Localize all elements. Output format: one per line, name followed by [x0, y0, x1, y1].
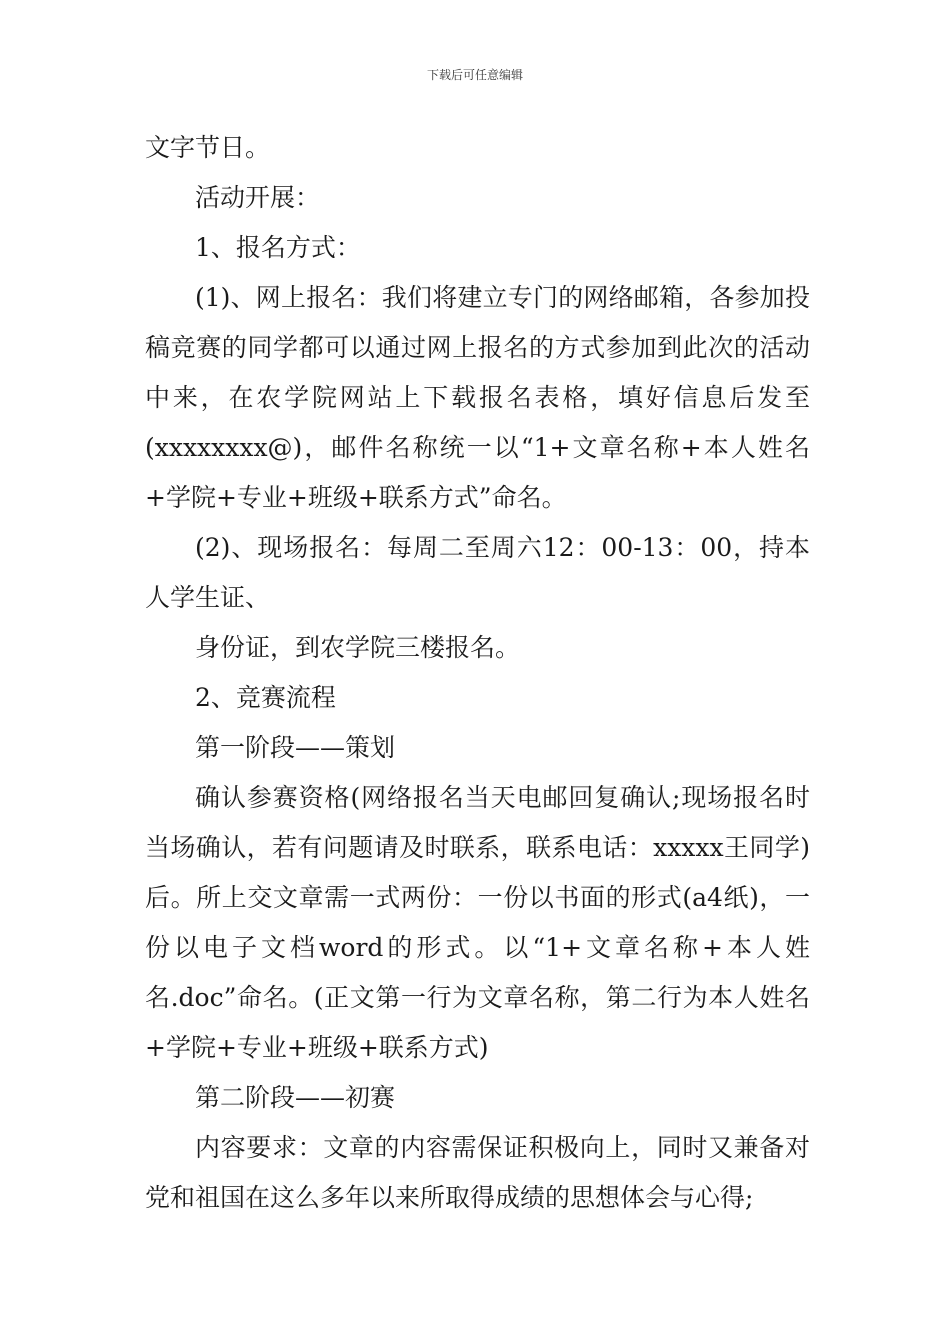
- paragraph: 活动开展：: [195, 183, 321, 212]
- paragraph: 2、竞赛流程: [195, 683, 336, 712]
- paragraph: 文字节日。: [145, 133, 271, 162]
- paragraph: 第一阶段——策划: [195, 733, 396, 762]
- paragraph: (2)、现场报名：每周二至周六12：00-13：00，持本人学生证、: [145, 533, 810, 612]
- paragraph: 身份证，到农学院三楼报名。: [195, 633, 521, 662]
- paragraph: 确认参赛资格(网络报名当天电邮回复确认;现场报名时当场确认，若有问题请及时联系，联系电话：xxxxx王同学)后。所上交文章需一式两份：一份以书面的形式(a4纸)，一份以电子文档word的形式。以“1+文章名称+本人姓名.doc”命名。(正文第一行为文章名称，第二行为本人姓名+学院+专业+班级+联系方式): [145, 783, 810, 1062]
- page-header: 下载后可任意编辑: [426, 68, 523, 82]
- paragraph: 内容要求：文章的内容需保证积极向上，同时又兼备对党和祖国在这么多年以来所取得成绩的思想体会与心得;: [145, 1133, 810, 1212]
- paragraph: (1)、网上报名：我们将建立专门的网络邮箱，各参加投稿竞赛的同学都可以通过网上报名的方式参加到此次的活动中来，在农学院网站上下载报名表格，填好信息后发至(xxxxxxxx@)，邮件名称统一以“1+文章名称+本人姓名+学院+专业+班级+联系方式”命名。: [145, 283, 810, 512]
- paragraph: 第二阶段——初赛: [195, 1083, 396, 1112]
- document-body: [145, 123, 810, 1223]
- paragraph: 1、报名方式：: [195, 233, 361, 262]
